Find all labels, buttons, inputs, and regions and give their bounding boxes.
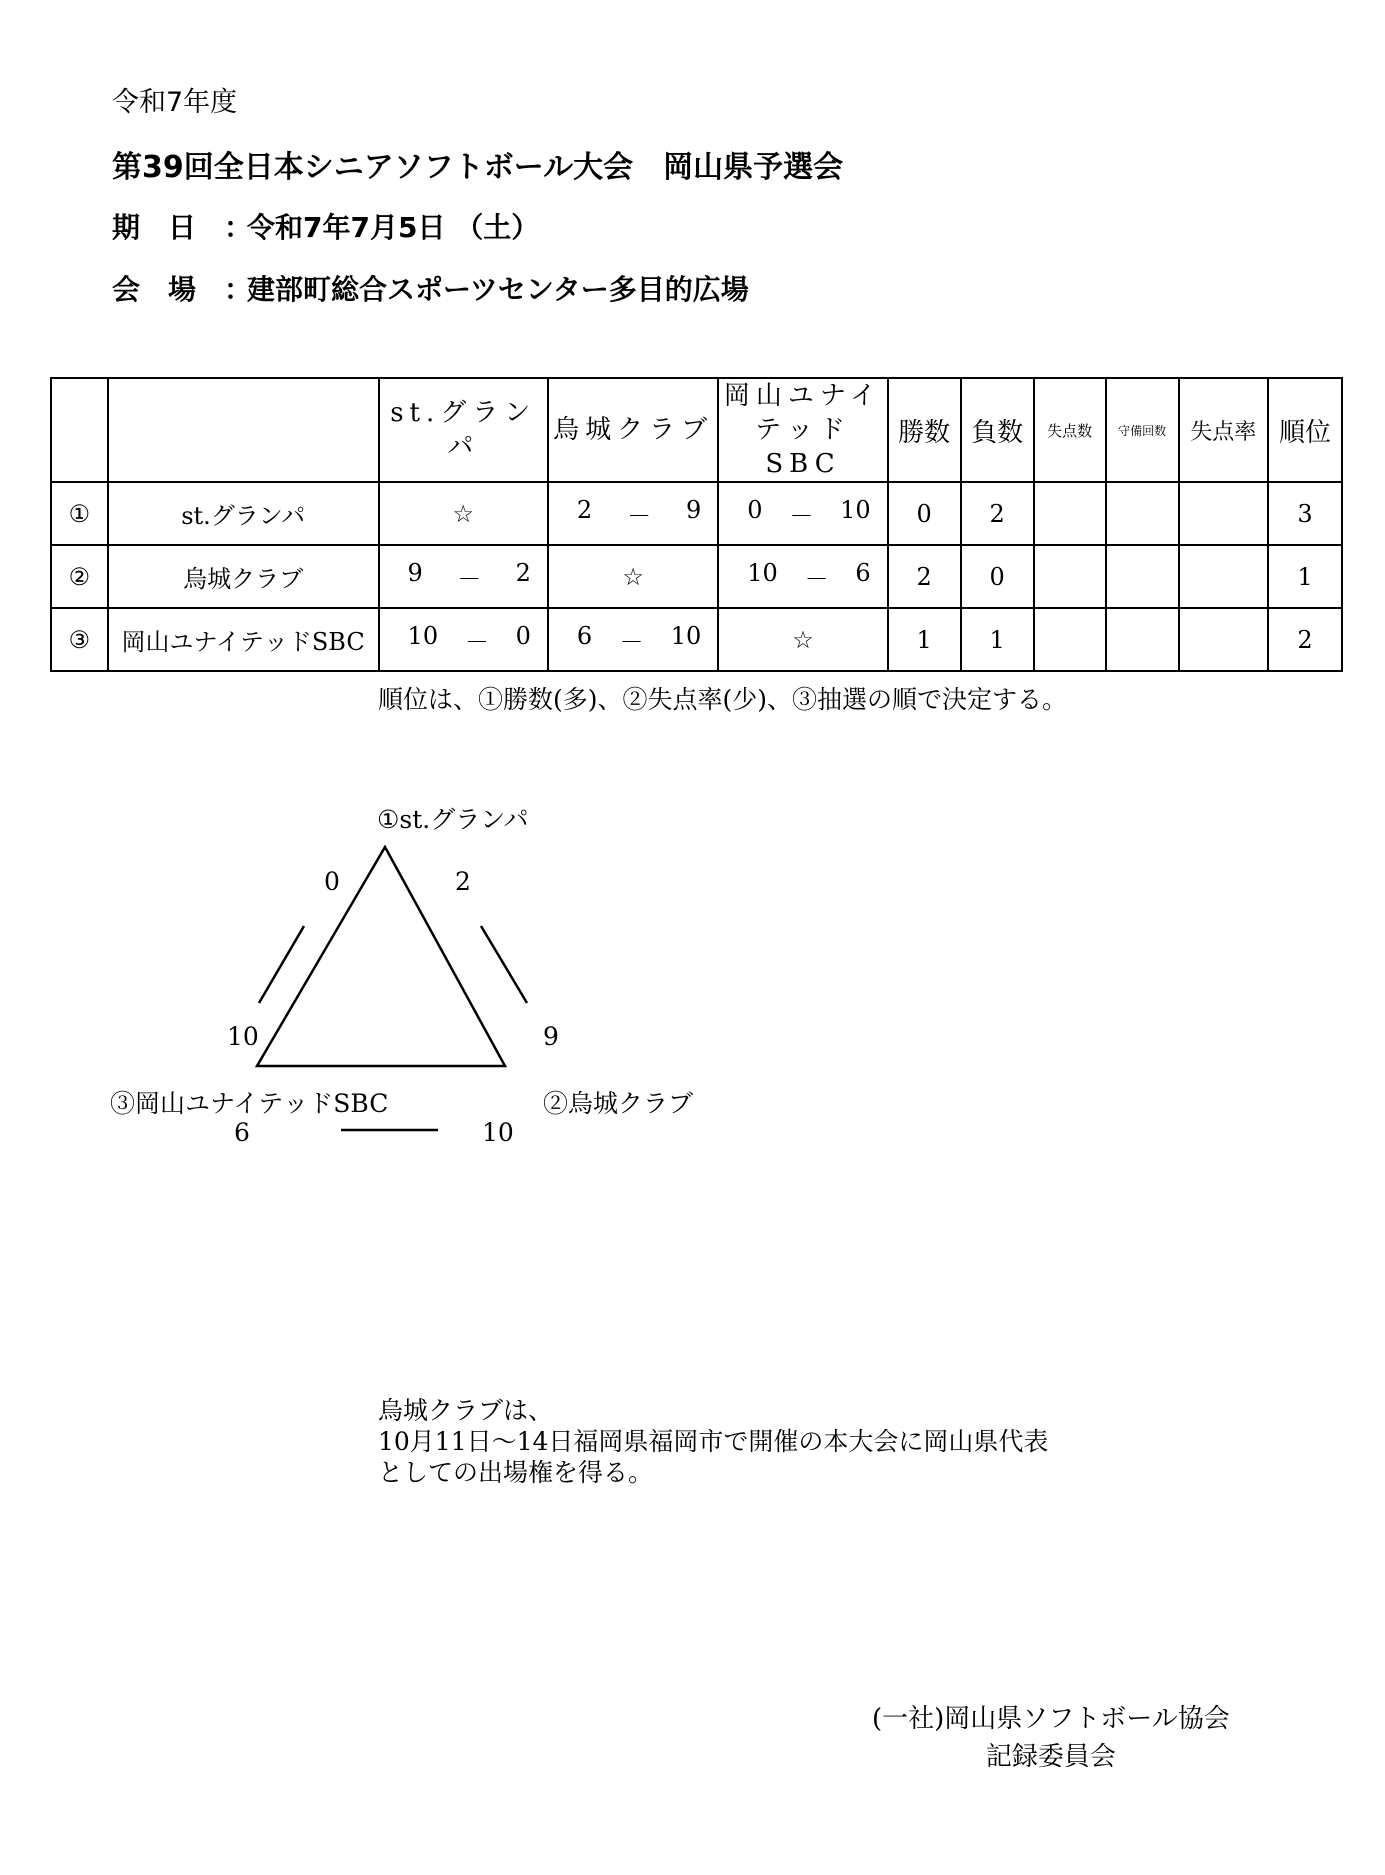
- diagram-top-team: ①st.グランパ: [377, 805, 529, 834]
- score-dash: －: [804, 565, 829, 593]
- organization-signature: [872, 1700, 1230, 1776]
- rank-cell: 1: [1268, 545, 1342, 608]
- tournament-title: 第39回全日本シニアソフトボール大会 岡山県予選会: [112, 150, 844, 185]
- organization-name: (一社)岡山県ソフトボール協会: [872, 1704, 1230, 1734]
- ranking-rule-note: 順位は、①勝数(多)、②失点率(少)、③抽選の順で決定する。: [378, 685, 1068, 714]
- diagram-left-score-vs-top: 10: [227, 1022, 259, 1051]
- score-b: 10: [840, 496, 871, 524]
- wins-cell: 0: [888, 482, 961, 545]
- diagram-right-score-vs-top: 9: [543, 1022, 559, 1051]
- score-a: 10: [407, 622, 439, 650]
- rank-cell: 2: [1268, 608, 1342, 671]
- losses-cell: 2: [961, 482, 1034, 545]
- self-match-star: ☆: [379, 482, 548, 545]
- losses-cell: 1: [961, 608, 1034, 671]
- score-b: 6: [855, 559, 871, 587]
- header-team1: st.グランパ: [379, 378, 548, 482]
- date-value: 令和7年7月5日 （土）: [247, 211, 540, 244]
- header-team2: 烏城クラブ: [548, 378, 718, 482]
- wins-cell: 1: [888, 608, 961, 671]
- qualification-note-line3: としての出場権を得る。: [378, 1458, 654, 1487]
- header-defensive-innings: 守備回数: [1106, 378, 1179, 482]
- score-dash: －: [627, 502, 652, 530]
- row-no: ②: [51, 545, 108, 608]
- right-bar: [481, 926, 527, 1003]
- qualification-note-line1: 烏城クラブは、: [378, 1396, 554, 1425]
- date-label: 期 日 ：: [112, 211, 253, 244]
- team-name: st.グランパ: [108, 482, 379, 545]
- diagram-left-score-vs-right: 6: [234, 1118, 250, 1147]
- self-match-star: ☆: [548, 545, 718, 608]
- team-name: 烏城クラブ: [108, 545, 379, 608]
- score-a: 10: [747, 559, 778, 587]
- header-rank: 順位: [1268, 378, 1342, 482]
- diagram-left-team: ③岡山ユナイテッドSBC: [110, 1089, 389, 1118]
- qualification-note: [378, 1395, 1048, 1488]
- losses-cell: 0: [961, 545, 1034, 608]
- header-runs-allowed: 失点数: [1034, 378, 1106, 482]
- diagram-right-team: ②烏城クラブ: [543, 1089, 694, 1118]
- diagram-right-score-vs-left: 10: [482, 1118, 514, 1147]
- header-losses: 負数: [961, 378, 1034, 482]
- header-team3-line2: テッド SBC: [754, 415, 851, 479]
- venue-value: 建部町総合スポーツセンター多目的広場: [247, 273, 749, 306]
- score-dash: －: [789, 502, 814, 530]
- row-no: ③: [51, 608, 108, 671]
- header-team3-line1: 岡山ユナイ: [723, 381, 883, 411]
- rank-cell: 3: [1268, 482, 1342, 545]
- team-name: 岡山ユナイテッドSBC: [108, 608, 379, 671]
- score-dash: －: [464, 628, 489, 656]
- committee-name: 記録委員会: [985, 1742, 1116, 1772]
- self-match-star: ☆: [718, 608, 887, 671]
- fiscal-year: 令和7年度: [112, 87, 238, 118]
- score-a: 0: [747, 496, 763, 524]
- diagram-top-left-score: 0: [324, 867, 340, 896]
- score-a: 2: [576, 496, 593, 524]
- wins-cell: 2: [888, 545, 961, 608]
- score-dash: －: [457, 565, 482, 593]
- left-bar: [259, 926, 304, 1003]
- score-b: 10: [670, 622, 702, 650]
- qualification-note-line2: 10月11日～14日福岡県福岡市で開催の本大会に岡山県代表: [378, 1427, 1049, 1456]
- diagram-top-right-score: 2: [455, 867, 471, 896]
- score-a: 9: [407, 559, 423, 587]
- score-b: 0: [515, 622, 531, 650]
- header-wins: 勝数: [888, 378, 961, 482]
- score-b: 2: [515, 559, 531, 587]
- score-dash: －: [619, 628, 644, 656]
- header-runs-allowed-rate: 失点率: [1179, 378, 1268, 482]
- score-b: 9: [686, 496, 702, 524]
- row-no: ①: [51, 482, 108, 545]
- venue-label: 会 場 ：: [112, 273, 253, 306]
- score-a: 6: [576, 622, 593, 650]
